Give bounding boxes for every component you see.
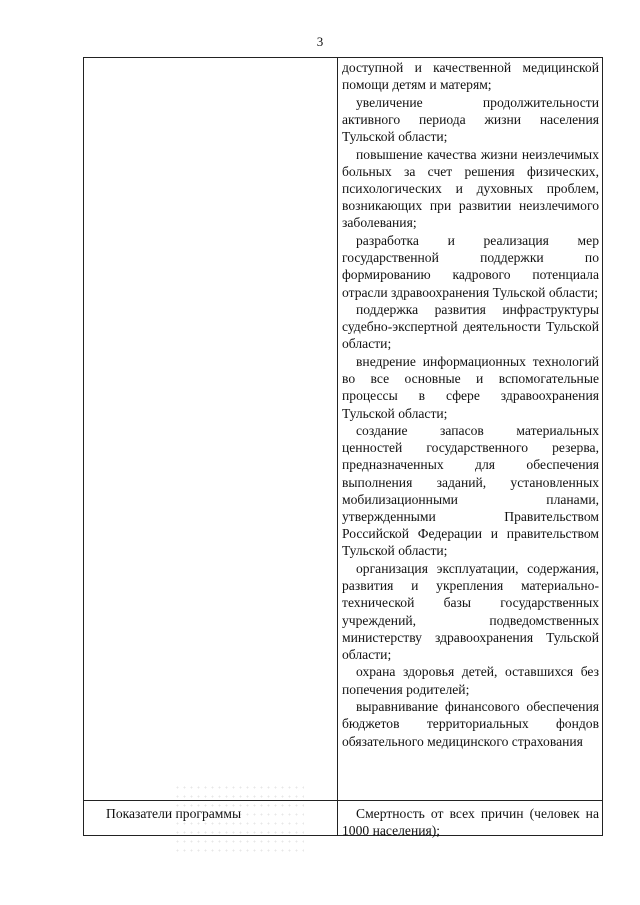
goal-paragraph: поддержка развития инфраструктуры судебно-экспертной деятельности Тульской области; bbox=[342, 302, 599, 352]
goal-paragraph: организация эксплуатации, содержания, развития и укрепления материально-технической базы государственных учреждений, подведомственных министерству здравоохранения Тульской области; bbox=[342, 560, 599, 662]
goals-cell bbox=[342, 59, 599, 750]
goal-paragraph: разработка и реализация мер государственной поддержки по формированию кадрового потенциала отрасли здравоохранения Тульской области; bbox=[342, 232, 599, 300]
page-number: 3 bbox=[316, 34, 324, 49]
goal-paragraph: выравнивание финансового обеспечения бюджетов территориальных фондов обязательного медицинского страхования bbox=[342, 699, 599, 749]
indicators-label: Показатели программы bbox=[106, 806, 242, 821]
row-divider bbox=[84, 800, 602, 801]
goal-paragraph: охрана здоровья детей, оставшихся без попечения родителей; bbox=[342, 664, 599, 697]
goal-paragraph: увеличение продолжительности активного периода жизни населения Тульской области; bbox=[342, 94, 599, 145]
goal-paragraph: доступной и качественной медицинской помощи детям и матерям; bbox=[342, 60, 599, 93]
indicators-value: Смертность от всех причин (человек на 1000 населения); bbox=[342, 806, 599, 839]
goal-paragraph: повышение качества жизни неизлечимых больных за счет решения физических, психологических и духовных проблем, возникающих при развитии неизлечимого заболевания; bbox=[342, 146, 599, 231]
column-divider bbox=[337, 58, 338, 835]
goal-paragraph: создание запасов материальных ценностей государственного резерва, предназначенных для обеспечения выполнения заданий, установленных мобилизационными планами, утвержденными Правительством Российской Федерации и правительством Тульской области; bbox=[342, 423, 599, 559]
program-table bbox=[83, 57, 603, 839]
goal-paragraph: внедрение информационных технологий во все основные и вспомогательные процессы в сфере здравоохранения Тульской области; bbox=[342, 353, 599, 421]
